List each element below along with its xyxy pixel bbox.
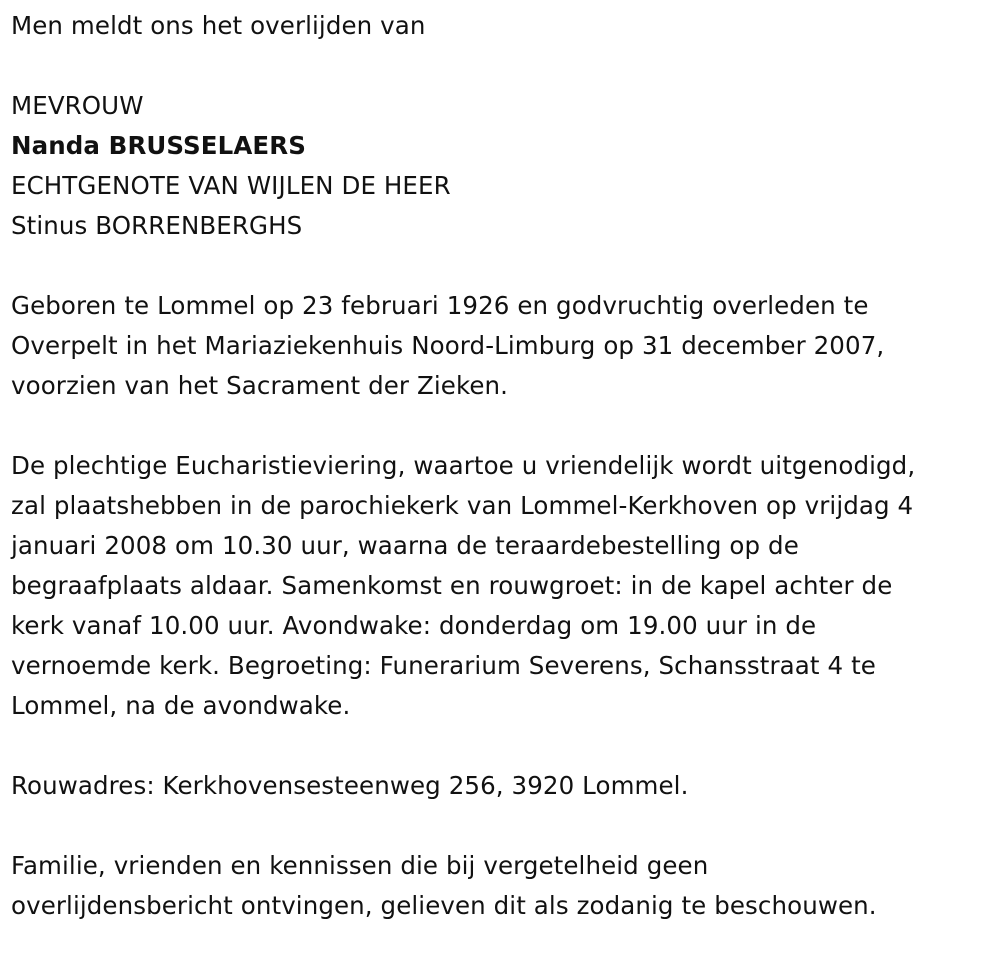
honorific: MEVROUW — [11, 91, 144, 120]
intro-line: Men meldt ons het overlijden van — [11, 11, 426, 40]
relation-line: ECHTGENOTE VAN WIJLEN DE HEER — [11, 171, 451, 200]
text-line: begraafplaats aldaar. Samenkomst en rouwgroet: in de kapel achter de — [11, 571, 893, 600]
text-line: Geboren te Lommel op 23 februari 1926 en godvruchtig overleden te — [11, 291, 869, 320]
text-line: Familie, vrienden en kennissen die bij vergetelheid geen — [11, 851, 709, 880]
spacer — [11, 46, 990, 86]
ceremony-paragraph — [11, 446, 990, 726]
text-line: Overpelt in het Mariaziekenhuis Noord-Limburg op 31 december 2007, — [11, 331, 885, 360]
text-line: januari 2008 om 10.30 uur, waarna de teraardebestelling op de — [11, 531, 799, 560]
text-line: kerk vanaf 10.00 uur. Avondwake: donderdag om 19.00 uur in de — [11, 611, 817, 640]
birth-death-paragraph — [11, 286, 990, 406]
deceased-name: Nanda BRUSSELAERS — [11, 131, 306, 160]
spacer — [11, 406, 990, 446]
text-line: Lommel, na de avondwake. — [11, 691, 351, 720]
text-line: vernoemde kerk. Begroeting: Funerarium Severens, Schansstraat 4 te — [11, 651, 876, 680]
mourning-address: Rouwadres: Kerkhovensesteenweg 256, 3920 Lommel. — [11, 771, 689, 800]
spacer — [11, 726, 990, 766]
text-line: zal plaatshebben in de parochiekerk van Lommel-Kerkhoven op vrijdag 4 — [11, 491, 914, 520]
spacer — [11, 246, 990, 286]
spacer — [11, 806, 990, 846]
text-line: De plechtige Eucharistieviering, waartoe u vriendelijk wordt uitgenodigd, — [11, 451, 916, 480]
closing-paragraph — [11, 846, 990, 926]
text-line: voorzien van het Sacrament der Zieken. — [11, 371, 509, 400]
text-line: overlijdensbericht ontvingen, gelieven dit als zodanig te beschouwen. — [11, 891, 877, 920]
spouse-name: Stinus BORRENBERGHS — [11, 211, 303, 240]
